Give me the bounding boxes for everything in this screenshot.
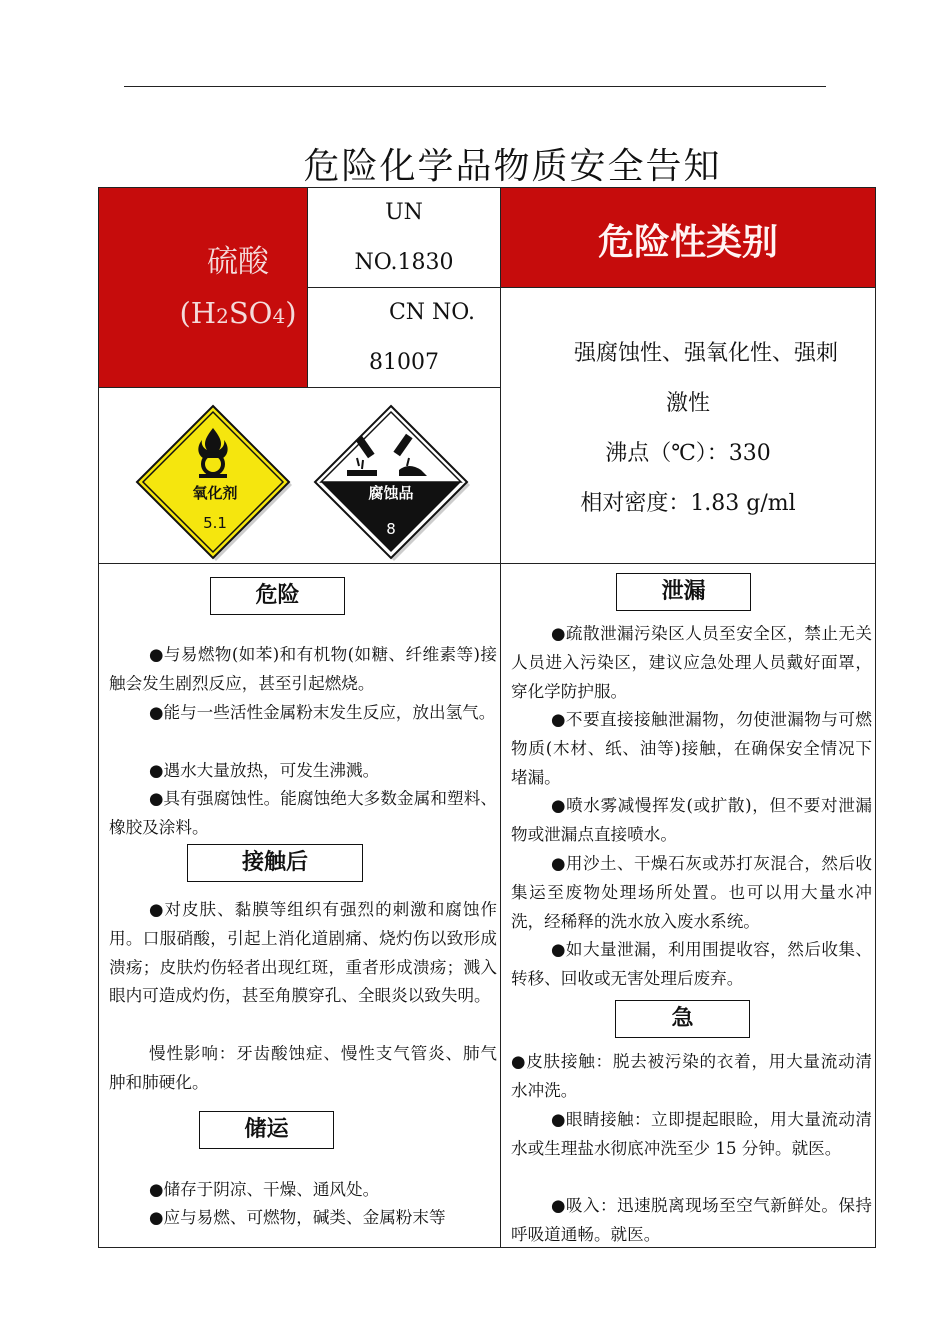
after-contact-heading: 接触后 (187, 844, 363, 882)
oxidizer-class: 5.1 (203, 514, 227, 532)
un-number-cell (307, 187, 501, 288)
chemical-name: 硫酸 (207, 244, 269, 280)
corrosive-label: 腐蚀品 (368, 484, 414, 502)
corrosive-class: 8 (386, 520, 396, 538)
pictogram-cell (98, 387, 501, 564)
storage-heading: 储运 (199, 1111, 334, 1149)
leak-heading: 泄漏 (616, 573, 751, 611)
right-column (500, 563, 876, 1248)
hazard-desc-line2: 激性 (665, 391, 710, 416)
un-label: UN (385, 200, 423, 225)
storage-item-2: ●应与易燃、可燃物，碱类、金属粉末等 (149, 1208, 446, 1227)
cn-label: CN NO. (388, 300, 476, 325)
danger-item-1: ●与易燃物(如苯)和有机物(如糖、纤维素等)接触会发生剧烈反应，甚至引起燃烧。 (109, 645, 497, 693)
pictogram-canvas (99, 388, 502, 565)
danger-item-2: ●能与一些活性金属粉末发生反应，放出氢气。 (149, 703, 496, 722)
relative-density: 相对密度：1.83 g/ml (580, 491, 796, 516)
emergency-heading: 急 (615, 1000, 750, 1038)
page-title: 危险化学品物质安全告知 (303, 146, 722, 187)
chemical-name-cell (98, 187, 308, 388)
after-contact-item-2: 慢性影响：牙齿酸蚀症、慢性支气管炎、肺气肿和肺硬化。 (109, 1044, 497, 1092)
danger-item-4: ●具有强腐蚀性。能腐蚀绝大多数金属和塑料、橡胶及涂料。 (109, 789, 497, 837)
boiling-point: 沸点（℃）：330 (605, 441, 771, 466)
danger-item-3: ●遇水大量放热，可发生沸溅。 (149, 761, 380, 780)
leak-item-5: ●如大量泄漏，利用围提收容，然后收集、转移、回收或无害处理后废弃。 (511, 940, 872, 988)
leak-item-3: ●喷水雾减慢挥发(或扩散)，但不要对泄漏物或泄漏点直接喷水。 (511, 796, 872, 844)
hazard-properties-cell (500, 287, 876, 564)
cn-number: 81007 (369, 350, 439, 375)
hazard-desc-line1: 强腐蚀性、强氧化性、强刺 (573, 341, 838, 366)
hazard-class-heading: 危险性类别 (597, 222, 778, 263)
storage-item-1: ●储存于阴凉、干燥、通风处。 (149, 1180, 380, 1199)
oxidizer-label: 氧化剂 (192, 484, 238, 502)
un-number: NO.1830 (354, 250, 454, 275)
left-column (98, 563, 501, 1248)
oxidizer-icon (137, 406, 292, 561)
danger-heading: 危险 (210, 577, 345, 615)
emergency-item-1: ●皮肤接触：脱去被污染的衣着，用大量流动清水冲洗。 (511, 1052, 872, 1100)
top-rule (124, 86, 826, 87)
emergency-item-3: ●吸入：迅速脱离现场至空气新鲜处。保持呼吸道通畅。就医。 (511, 1196, 872, 1244)
after-contact-item-1: ●对皮肤、黏膜等组织有强烈的刺激和腐蚀作用。口服硝酸，引起上消化道剧痛、烧灼伤以致形成溃疡；皮肤灼伤轻者出现红斑，重者形成溃疡；溅入眼内可造成灼伤，甚至角膜穿孔、全眼炎以致失明。 (109, 900, 497, 1006)
leak-item-2: ●不要直接接触泄漏物，勿使泄漏物与可燃物质(木材、纸、油等)接触，在确保安全情况下堵漏。 (511, 710, 872, 787)
leak-item-1: ●疏散泄漏污染区人员至安全区，禁止无关人员进入污染区，建议应急处理人员戴好面罩，穿化学防护服。 (511, 624, 872, 701)
emergency-item-2: ●眼睛接触：立即提起眼睑，用大量流动清水或生理盐水彻底冲洗至少 15 分钟。就医。 (511, 1110, 872, 1158)
leak-item-4: ●用沙土、干燥石灰或苏打灰混合，然后收集运至废物处理场所处置。也可以用大量水冲洗，经稀释的洗水放入废水系统。 (511, 854, 872, 931)
corrosive-icon (315, 406, 470, 561)
hazard-class-header (500, 187, 876, 288)
chemical-formula: (H2SO4) (179, 296, 297, 330)
cn-number-cell (307, 287, 501, 388)
